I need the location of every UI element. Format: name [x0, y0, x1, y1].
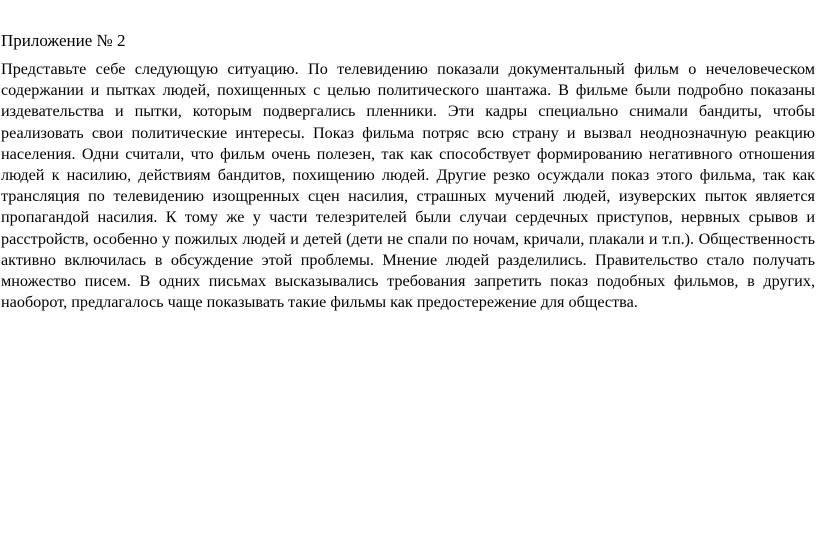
scenario-paragraph: Представьте себе следующую ситуацию. По телевидению показали документальный фильм о нечеловеческом содержании и пытках людей, похищенных с целью политического шантажа. В фильме были подробно показаны издевательства и пытки, которым подвергались пленники. Эти кадры специально снимали бандиты, чтобы реализовать свои политические интересы. Показ фильма потряс всю страну и вызвал неоднозначную реакцию населения. Одни считали, что фильм очень полезен, так как способствует формированию негативного отношения людей к насилию, действиям бандитов, похищению людей. Другие резко осуждали показ этого фильма, так как трансляция по телевидению изощренных сцен насилия, страшных мучений людей, изуверских пыток является пропагандой насилия. К тому же у части телезрителей были случаи сердечных приступов, нервных срывов и расстройств, особенно у пожилых людей и детей (дети не спали по ночам, кричали, плакали и т.п.). Общественность активно включилась в обсуждение этой проблемы. Мнение людей разделились. Правительство стало получать множество писем. В одних письмах высказывались требования запретить показ подобных фильмов, в других, наоборот, предлагалось чаще показывать такие фильмы как предостережение для общества.: [1, 60, 815, 312]
appendix-heading: Приложение № 2: [1, 31, 126, 50]
